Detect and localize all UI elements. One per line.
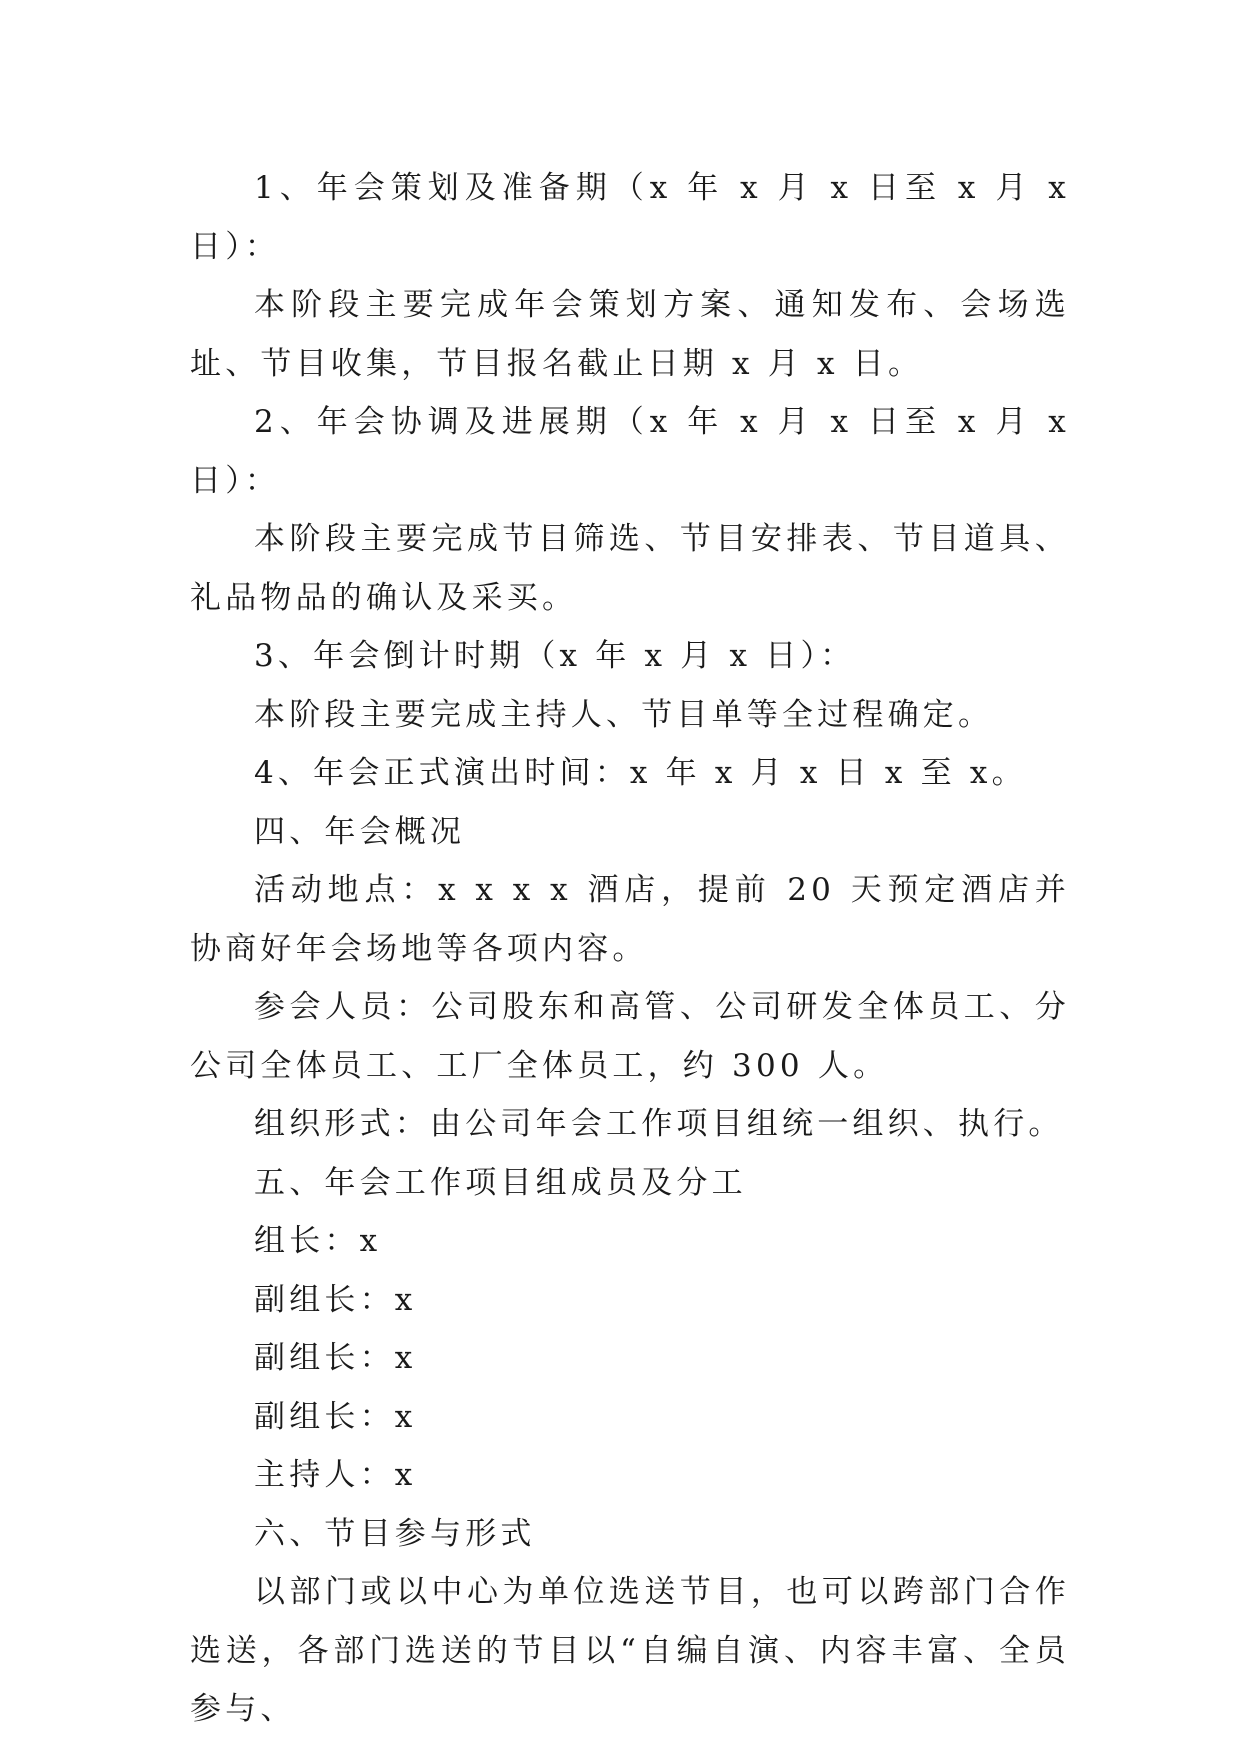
team-leader-line: 组长：x	[254, 1223, 382, 1259]
phase-1-description: 本阶段主要完成年会策划方案、通知发布、会场选址、节目收集，节目报名截止日期 x 月 x 日。	[190, 287, 1070, 382]
deputy-leader-line: 副组长：x	[254, 1340, 417, 1376]
phase-3-description: 本阶段主要完成主持人、节目单等全过程确定。	[254, 696, 994, 733]
organization-paragraph: 组织形式：由公司年会工作项目组统一组织、执行。	[254, 1106, 1064, 1142]
venue-paragraph: 活动地点：x x x x 酒店，提前 20 天预定酒店并协商好年会场地等各项内容。	[190, 872, 1070, 967]
host-line: 主持人：x	[254, 1457, 417, 1493]
section-4-heading: 四、年会概况	[254, 813, 466, 850]
phase-4-heading: 4、年会正式演出时间：x 年 x 月 x 日 x 至 x。	[254, 755, 1027, 791]
phase-3-heading: 3、年会倒计时期（x 年 x 月 x 日）：	[254, 638, 856, 674]
program-submission-paragraph: 以部门或以中心为单位选送节目，也可以跨部门合作选送，各部门选送的节目以“自编自演、内容丰富、全员参与、	[190, 1574, 1070, 1727]
section-6-heading: 六、节目参与形式	[254, 1515, 536, 1552]
deputy-leader-line: 副组长：x	[254, 1398, 417, 1435]
section-5-heading: 五、年会工作项目组成员及分工	[254, 1164, 747, 1201]
attendees-paragraph: 参会人员：公司股东和高管、公司研发全体员工、分公司全体员工、工厂全体员工，约 300 人。	[190, 989, 1070, 1084]
phase-2-heading: 2、年会协调及进展期（x 年 x 月 x 日至 x 月 x 日）：	[190, 404, 1070, 499]
document-body	[190, 159, 1070, 1739]
phase-1-heading: 1、年会策划及准备期（x 年 x 月 x 日至 x 月 x 日）：	[190, 170, 1070, 265]
phase-2-description: 本阶段主要完成节目筛选、节目安排表、节目道具、礼品物品的确认及采买。	[190, 521, 1070, 616]
deputy-leader-line: 副组长：x	[254, 1281, 417, 1318]
